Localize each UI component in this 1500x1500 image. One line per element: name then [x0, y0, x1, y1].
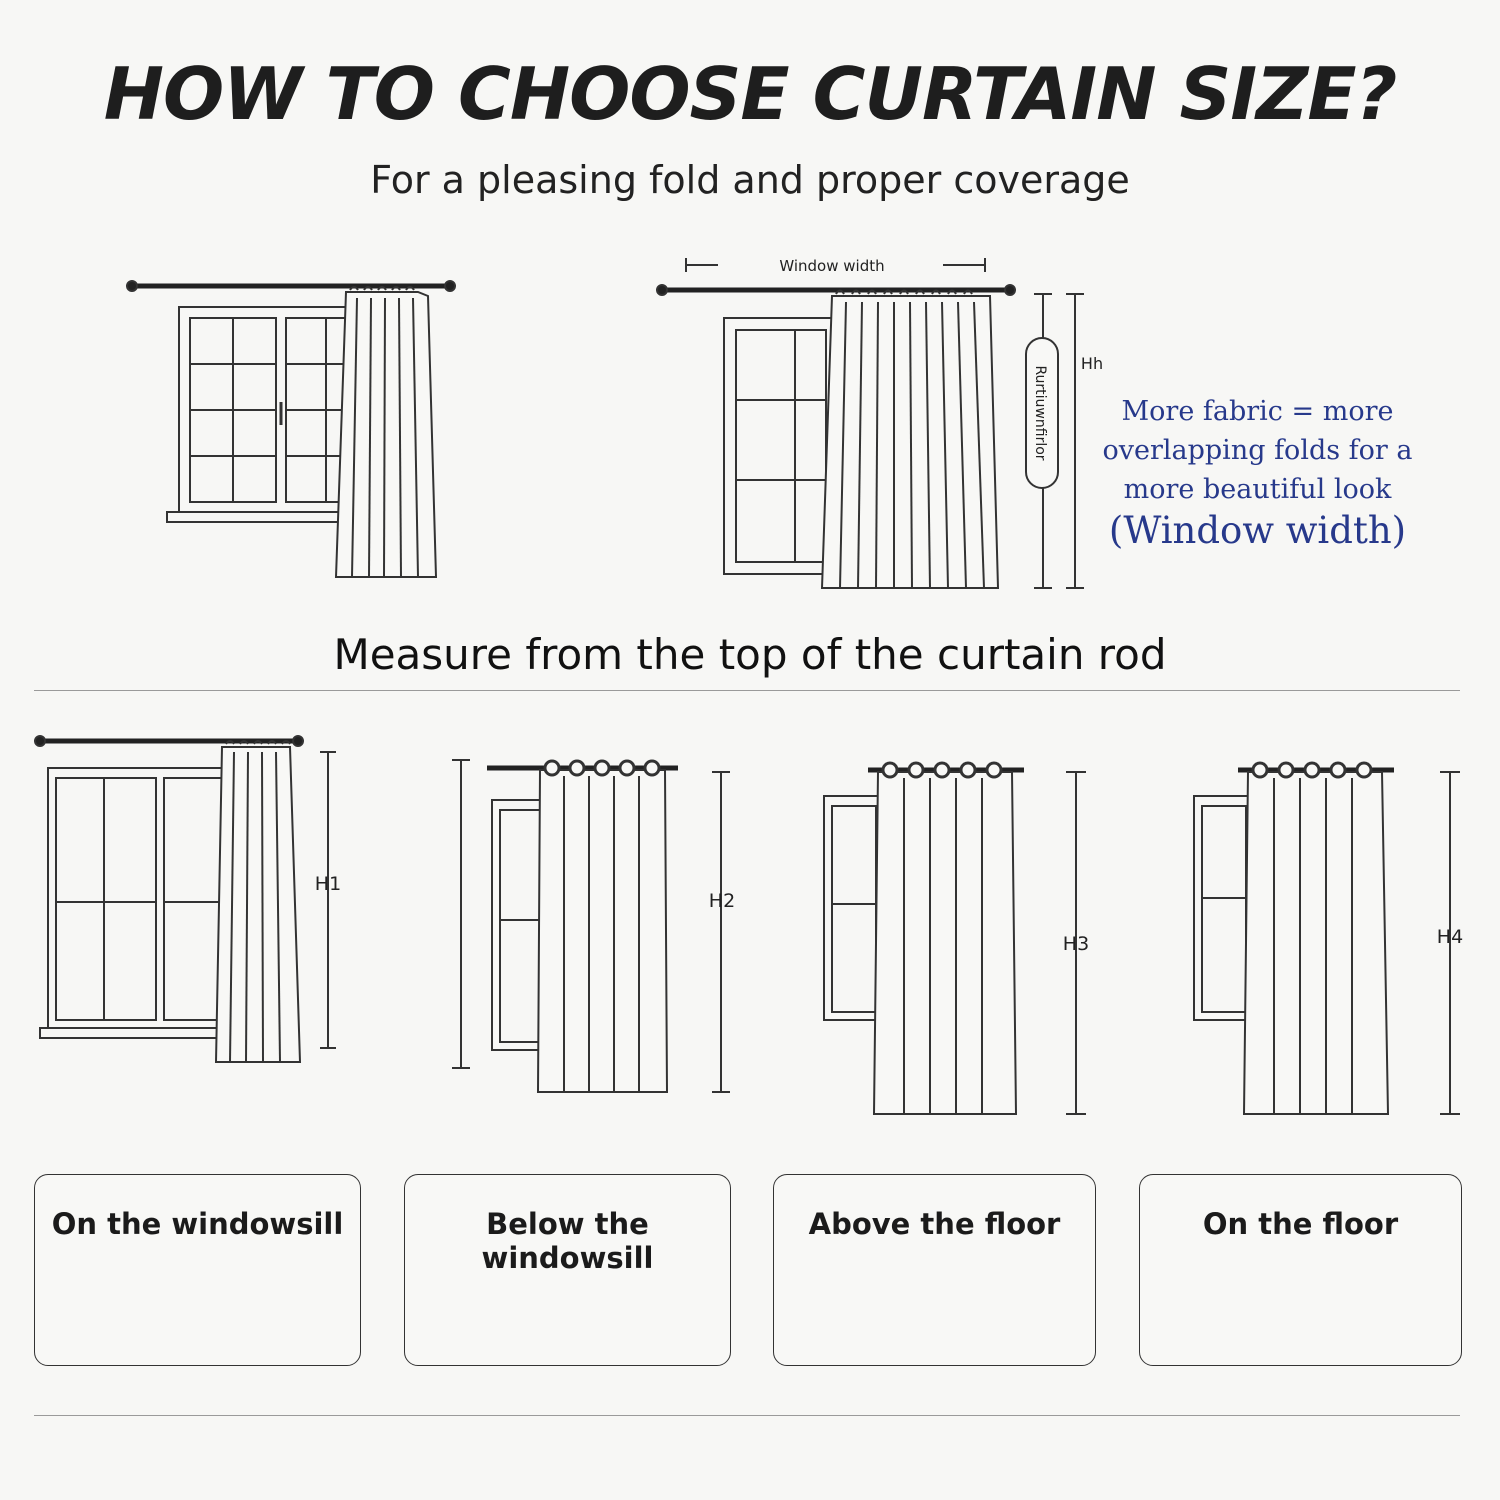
h4-illustration: [1194, 763, 1460, 1114]
note-emphasis: (Window width): [1108, 509, 1407, 552]
section-heading: Measure from the top of the curtain rod: [333, 630, 1167, 679]
h2-illustration: [452, 760, 730, 1092]
option-card-on-windowsill: [34, 1174, 361, 1366]
option-card-above-floor: [773, 1174, 1096, 1366]
divider: [34, 1415, 1460, 1416]
page-subtitle: For a pleasing fold and proper coverage: [370, 158, 1130, 202]
height-label-h3: H3: [1062, 933, 1090, 955]
option-card-on-floor: [1139, 1174, 1462, 1366]
height-label-h1: H1: [314, 873, 342, 895]
fabric-note: [1095, 392, 1420, 553]
note-line: overlapping folds for a: [1102, 435, 1413, 466]
h3-illustration: [824, 763, 1086, 1114]
option-label: On the floor: [1202, 1207, 1399, 1241]
option-label: On the windowsill: [51, 1207, 344, 1241]
option-label: Below the windowsill: [481, 1207, 654, 1275]
page-title: HOW TO CHOOSE CURTAIN SIZE?: [103, 52, 1397, 136]
height-label-hh: Hh: [1080, 354, 1104, 373]
height-label-h2: H2: [708, 890, 736, 912]
top-right-curtain: [822, 291, 998, 589]
top-left-curtain: [336, 287, 436, 577]
option-label: Above the floor: [808, 1207, 1061, 1241]
window-width-label: Window width: [779, 257, 885, 275]
divider: [34, 690, 1460, 691]
h1-illustration: [35, 736, 336, 1062]
note-line: More fabric = more: [1121, 396, 1394, 427]
height-label-h4: H4: [1436, 926, 1464, 948]
option-card-below-windowsill: [404, 1174, 731, 1366]
vertical-curtain-label: Rurtiuwnfirlor: [1032, 365, 1048, 461]
note-line: more beautiful look: [1123, 474, 1392, 505]
